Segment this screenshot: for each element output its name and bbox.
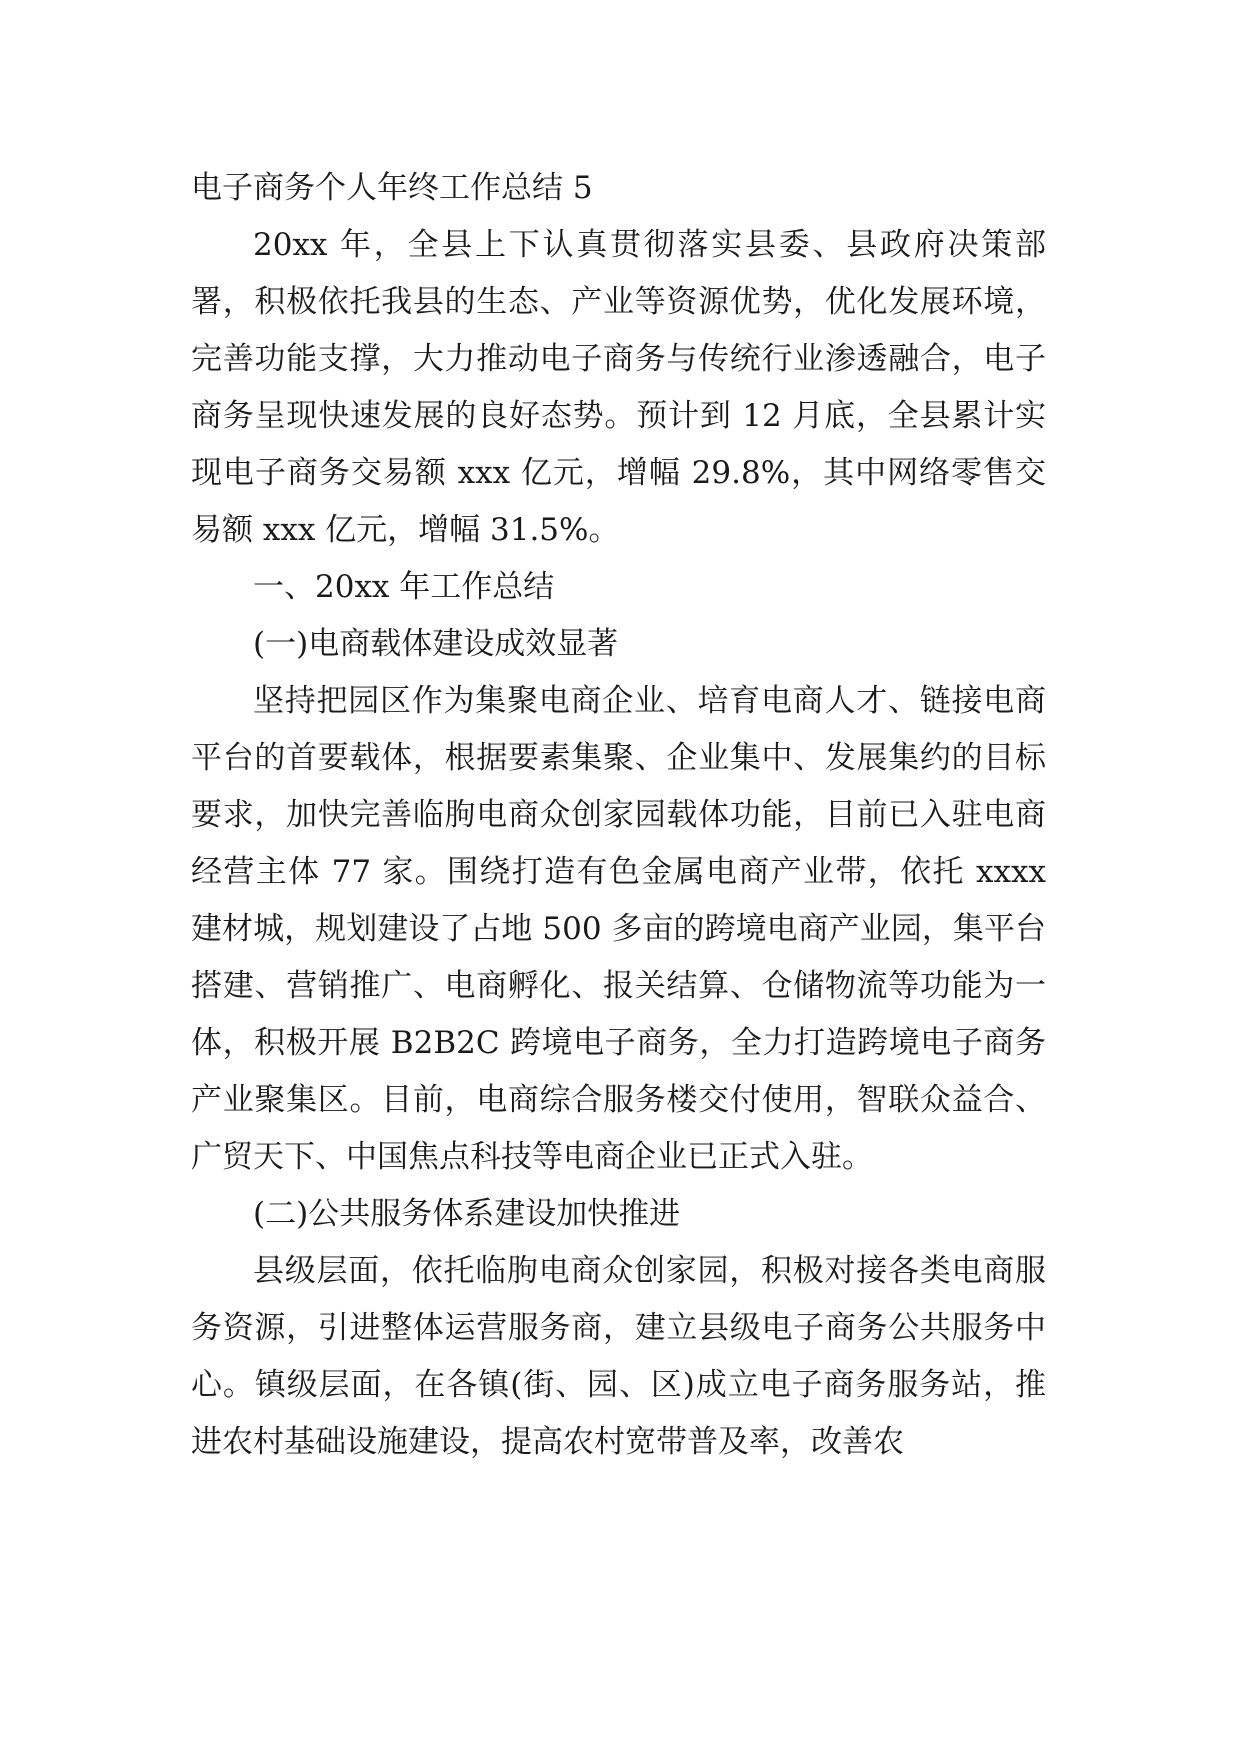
intro-paragraph: 20xx 年，全县上下认真贯彻落实县委、县政府决策部署，积极依托我县的生态、产业等资源优势，优化发展环境，完善功能支撑，大力推动电子商务与传统行业渗透融合，电子商务呈现快速发展的良好态势。预计到 12 月底，全县累计实现电子商务交易额 xxx 亿元，增幅 29.8%，其中网络零售交易额 xxx 亿元，增幅 31.5%。 [191, 227, 1046, 548]
subsection-2-paragraph: 县级层面，依托临朐电商众创家园，积极对接各类电商服务资源，引进整体运营服务商，建立县级电子商务公共服务中心。镇级层面，在各镇(街、园、区)成立电子商务服务站，推进农村基础设施建设，提高农村宽带普及率，改善农 [191, 1253, 1046, 1460]
subsection-heading-1: (一)电商载体建设成效显著 [253, 626, 619, 662]
subsection-heading-2: (二)公共服务体系建设加快推进 [253, 1196, 681, 1232]
document-body [191, 160, 1046, 1471]
section-heading-1: 一、20xx 年工作总结 [253, 569, 555, 605]
subsection-1-paragraph: 坚持把园区作为集聚电商企业、培育电商人才、链接电商平台的首要载体，根据要素集聚、企业集中、发展集约的目标要求，加快完善临朐电商众创家园载体功能，目前已入驻电商经营主体 77 家。围绕打造有色金属电商产业带，依托 xxxx 建材城，规划建设了占地 500 多亩的跨境电商产业园，集平台搭建、营销推广、电商孵化、报关结算、仓储物流等功能为一体，积极开展 B2B2C 跨境电子商务，全力打造跨境电子商务产业聚集区。目前，电商综合服务楼交付使用，智联众益合、广贸天下、中国焦点科技等电商企业已正式入驻。 [191, 683, 1046, 1175]
document-title: 电子商务个人年终工作总结 5 [191, 170, 593, 206]
